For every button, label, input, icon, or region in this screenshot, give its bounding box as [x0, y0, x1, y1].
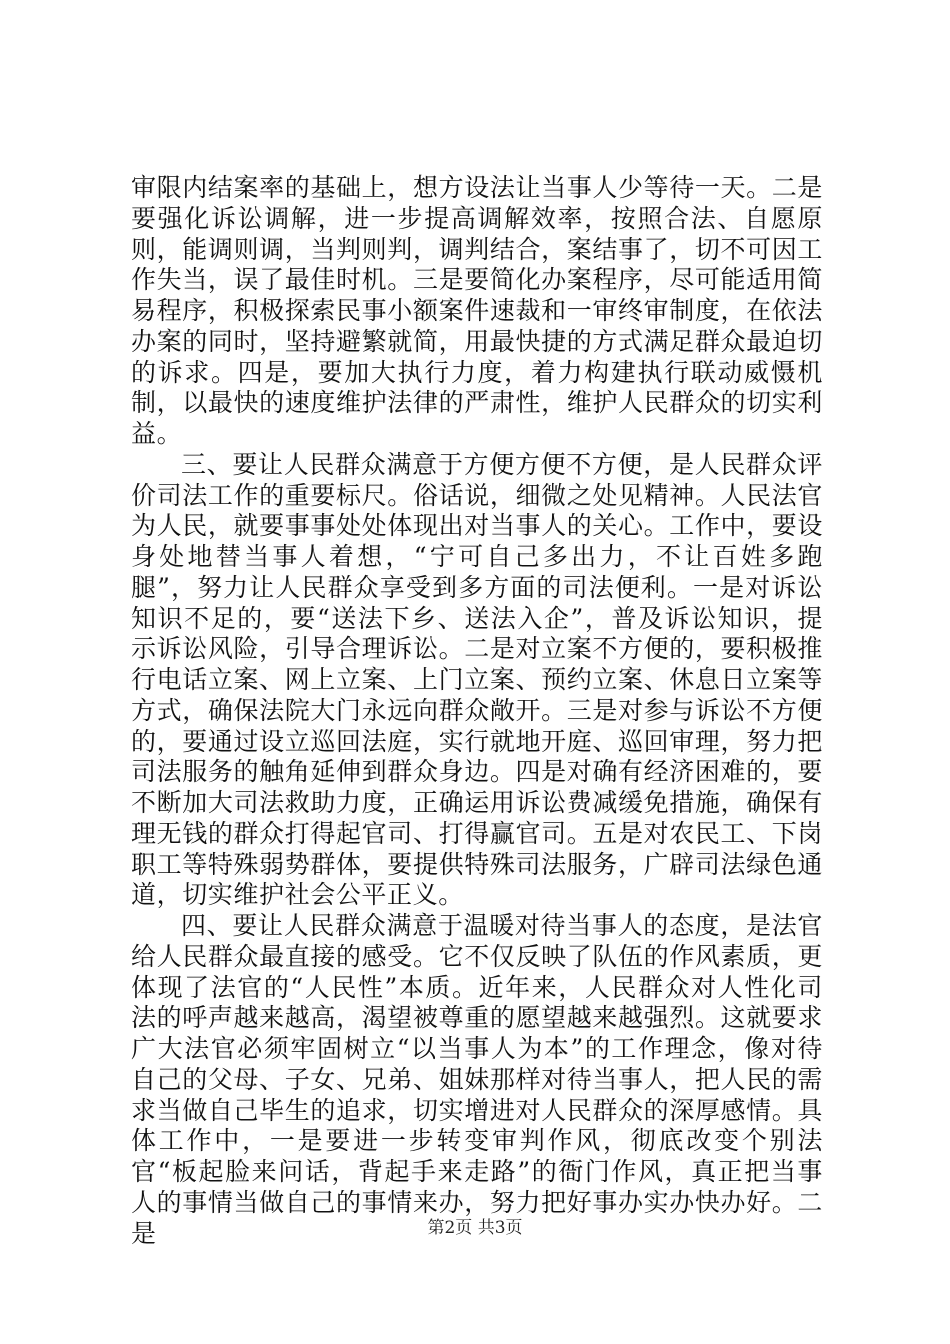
body-text: [131, 173, 823, 1249]
page-number-footer: 第2页 共3页: [427, 1218, 523, 1238]
paragraph-1: 审限内结案率的基础上，想方设法让当事人少等待一天。二是要强化诉讼调解，进一步提高调解效率，按照合法、自愿原则，能调则调，当判则判，调判结合，案结事了，切不可因工作失当，误了最佳时机。三是要简化办案程序，尽可能适用简易程序，积极探索民事小额案件速裁和一审终审制度，在依法办案的同时，坚持避繁就简，用最快捷的方式满足群众最迫切的诉求。四是，要加大执行力度，着力构建执行联动威慑机制，以最快的速度维护法律的严肃性，维护人民群众的切实利益。: [131, 173, 823, 448]
paragraph-2: 三、要让人民群众满意于方便方便不方便，是人民群众评价司法工作的重要标尺。俗话说，细微之处见精神。人民法官为人民，就要事事处处体现出对当事人的关心。工作中，要设身处地替当事人着想，“宁可自己多出力，不让百姓多跑腿”，努力让人民群众享受到多方面的司法便利。一是对诉讼知识不足的，要“送法下乡、送法入企”，普及诉讼知识，提示诉讼风险，引导合理诉讼。二是对立案不方便的，要积极推行电话立案、网上立案、上门立案、预约立案、休息日立案等方式，确保法院大门永远向群众敞开。三是对参与诉讼不方便的，要通过设立巡回法庭，实行就地开庭、巡回审理，努力把司法服务的触角延伸到群众身边。四是对确有经济困难的，要不断加大司法救助力度，正确运用诉讼费减缓免措施，确保有理无钱的群众打得起官司、打得赢官司。五是对农民工、下岗职工等特殊弱势群体，要提供特殊司法服务，广辟司法绿色通道，切实维护社会公平正义。: [131, 449, 823, 910]
paragraph-3: 四、要让人民群众满意于温暖对待当事人的态度，是法官给人民群众最直接的感受。它不仅反映了队伍的作风素质，更体现了法官的“人民性”本质。近年来，人民群众对人性化司法的呼声越来越高，渴望被尊重的愿望越来越强烈。这就要求广大法官必须牢固树立“以当事人为本”的工作理念，像对待自己的父母、子女、兄弟、姐妹那样对待当事人，把人民的需求当做自己毕生的追求，切实增进对人民群众的深厚感情。具体工作中，一是要进一步转变审判作风，彻底改变个别法官“板起脸来问话，背起手来走路”的衙门作风，真正把当事人的事情当做自己的事情来办，努力把好事办实办快办好。二是: [131, 911, 823, 1248]
